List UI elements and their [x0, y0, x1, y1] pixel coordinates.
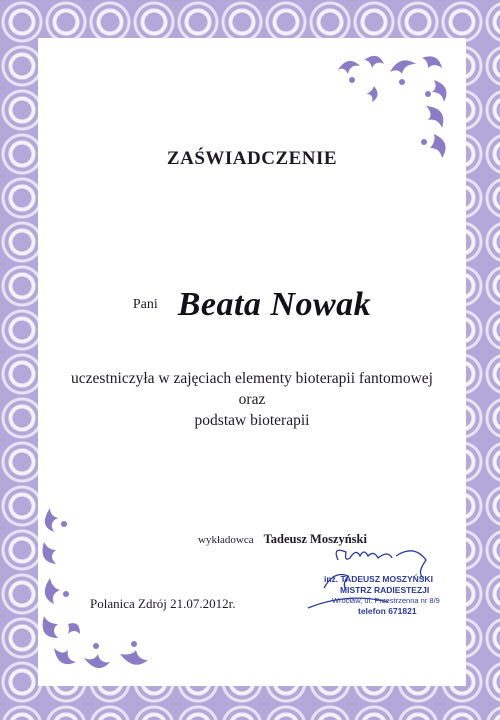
certificate-title: ZAŚWIADCZENIE: [166, 148, 338, 169]
salutation: Pani: [132, 297, 158, 312]
stamp-line-4: telefon 671821: [358, 606, 417, 616]
corner-ornament-bottom-left: [40, 498, 170, 684]
certificate-sheet: [38, 38, 466, 686]
recipient-name: Beata Nowak: [177, 286, 372, 323]
stamp-line-3: Wrocław, ul. Przestrzenna nr 8/9: [332, 596, 440, 605]
body-line-3: podstaw bioterapii: [194, 412, 310, 429]
signature-stamp: [298, 538, 448, 618]
body-line-1: uczestniczyła w zajęciach elementy bioterapii fantomowej: [71, 370, 433, 387]
recipient-line: [38, 286, 466, 324]
lecturer-label: wykładowca: [198, 534, 254, 546]
stamp-line-1: inż. TADEUSZ MOSZYŃSKI: [324, 574, 433, 584]
lecturer-name: Tadeusz Moszyński: [263, 532, 367, 546]
body-line-2: oraz: [238, 391, 266, 408]
place-and-date: Polanica Zdrój 21.07.2012r.: [90, 596, 236, 611]
stamp-line-2: MISTRZ RADIESTEZJI: [340, 585, 430, 595]
